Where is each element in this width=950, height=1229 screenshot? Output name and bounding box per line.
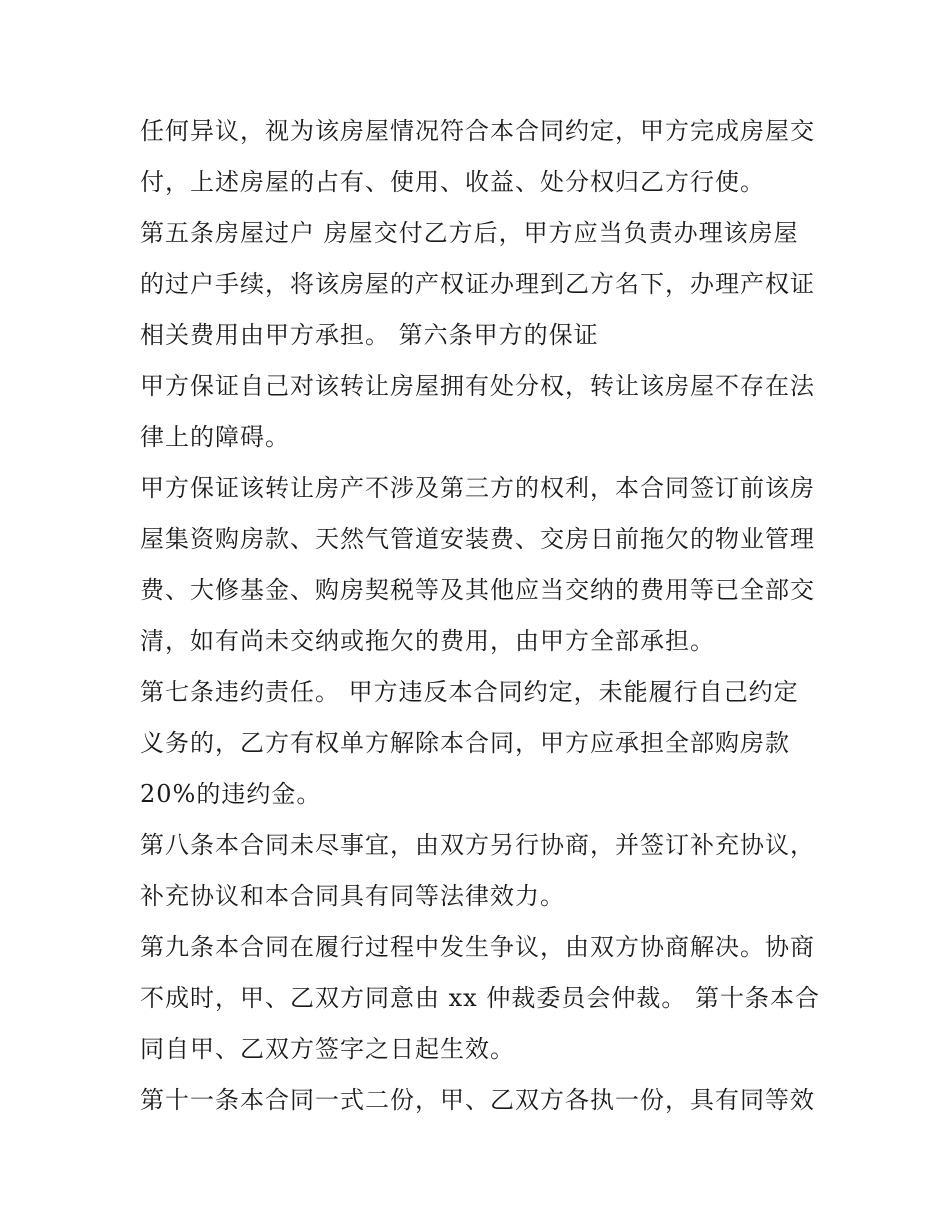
text-line: 相关费用由甲方承担。 第六条甲方的保证 xyxy=(140,321,599,349)
text-line: 第七条违约责任。 甲方违反本合同约定，未能履行自己约定 xyxy=(140,678,799,706)
text-line: 第八条本合同未尽事宜，由双方另行协商，并签订补充协议， xyxy=(140,831,815,859)
document-body xyxy=(140,106,820,1126)
text-line: 20%的违约金。 xyxy=(140,780,322,808)
text-line: 甲方保证自己对该转让房屋拥有处分权，转让该房屋不存在法 xyxy=(140,372,815,400)
text-line: 律上的障碍。 xyxy=(140,423,290,451)
text-line: 第十一条本合同一式二份，甲、乙双方各执一份，具有同等效 xyxy=(140,1086,815,1114)
text-line: 费、大修基金、购房契税等及其他应当交纳的费用等已全部交 xyxy=(140,576,815,604)
text-line: 第五条房屋过户 房屋交付乙方后，甲方应当负责办理该房屋 xyxy=(140,219,799,247)
text-line: 义务的，乙方有权单方解除本合同，甲方应承担全部购房款 xyxy=(140,729,790,757)
text-line: 付，上述房屋的占有、使用、收益、处分权归乙方行使。 xyxy=(140,168,765,196)
text-line: 同自甲、乙双方签字之日起生效。 xyxy=(140,1035,515,1063)
text-line: 补充协议和本合同具有同等法律效力。 xyxy=(140,882,565,910)
text-line: 任何异议，视为该房屋情况符合本合同约定，甲方完成房屋交 xyxy=(140,117,815,145)
text-line: 屋集资购房款、天然气管道安装费、交房日前拖欠的物业管理 xyxy=(140,525,815,553)
text-line: 清，如有尚未交纳或拖欠的费用，由甲方全部承担。 xyxy=(140,627,715,655)
text-line: 甲方保证该转让房产不涉及第三方的权利，本合同签订前该房 xyxy=(140,474,815,502)
text-line: 第九条本合同在履行过程中发生争议，由双方协商解决。协商 xyxy=(140,933,815,961)
text-line: 不成时，甲、乙双方同意由 xx 仲裁委员会仲裁。 第十条本合 xyxy=(140,984,820,1012)
text-line: 的过户手续，将该房屋的产权证办理到乙方名下，办理产权证 xyxy=(140,270,815,298)
